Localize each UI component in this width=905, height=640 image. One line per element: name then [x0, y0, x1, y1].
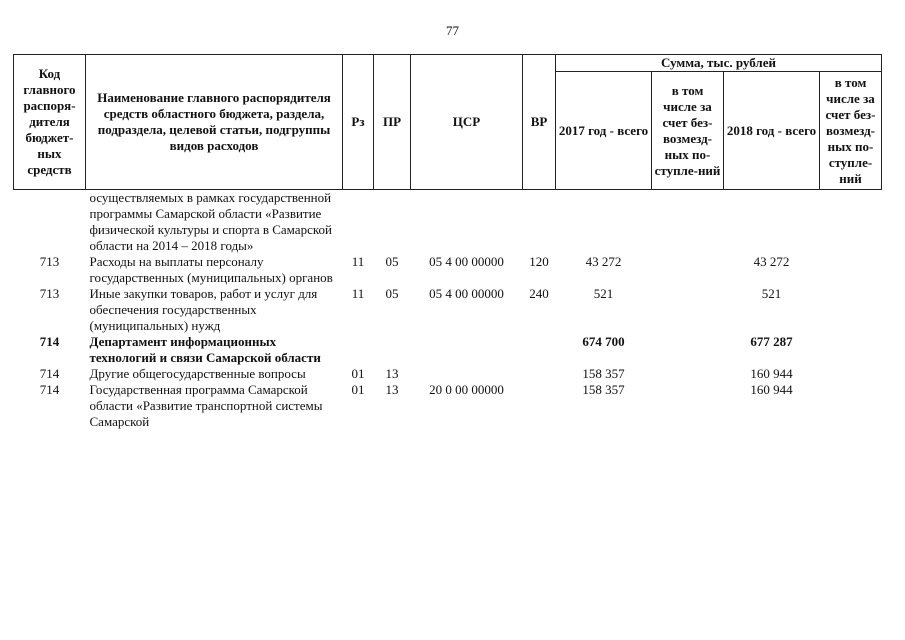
- cell-total-2018: 677 287: [750, 334, 793, 349]
- cell-rz: 11: [351, 254, 365, 269]
- cell-incl-2018: [820, 190, 882, 255]
- cell-total-2017: 158 357: [582, 366, 625, 381]
- cell-total-2017: [556, 190, 652, 255]
- header-csr: ЦСР: [411, 55, 523, 190]
- cell-incl-2018: [820, 334, 882, 366]
- cell-csr: 05 4 00 00000: [429, 254, 504, 269]
- cell-code: 714: [39, 366, 60, 381]
- table-header: [14, 55, 882, 190]
- cell-incl-2017: [652, 286, 724, 334]
- table-row: [14, 254, 882, 286]
- cell-rz: 01: [351, 366, 365, 381]
- cell-total-2017: 674 700: [582, 334, 625, 349]
- cell-rz: [343, 190, 374, 255]
- cell-name: Иные закупки товаров, работ и услуг для обеспечения государственных (муниципальных) нужд: [89, 286, 318, 333]
- table-row: [14, 382, 882, 430]
- cell-incl-2018: [820, 286, 882, 334]
- cell-name: осуществляемых в рамках государственной программы Самарской области «Развитие физической культуры и спорта в Самарской области на 2014 – 2018 годы»: [89, 190, 332, 253]
- header-sum-group: Сумма, тыс. рублей: [556, 55, 882, 72]
- header-rz: Рз: [343, 55, 374, 190]
- header-code: Код главного распоря-дителя бюджет-ных средств: [14, 55, 86, 190]
- cell-name: Расходы на выплаты персоналу государственных (муниципальных) органов: [89, 254, 333, 285]
- cell-total-2018: 43 272: [753, 254, 790, 269]
- cell-vr: [523, 366, 556, 382]
- cell-pr: 05: [385, 254, 399, 269]
- cell-incl-2018: [820, 382, 882, 430]
- cell-total-2017: 158 357: [582, 382, 625, 397]
- cell-incl-2017: [652, 366, 724, 382]
- cell-code: 713: [39, 286, 60, 301]
- cell-csr: [411, 366, 523, 382]
- cell-csr: [411, 334, 523, 366]
- cell-code: [14, 190, 86, 255]
- cell-total-2017: 43 272: [585, 254, 622, 269]
- cell-vr: 240: [529, 286, 549, 301]
- cell-pr: [374, 334, 411, 366]
- cell-incl-2017: [652, 382, 724, 430]
- cell-total-2018: 160 944: [750, 366, 793, 381]
- table-row: [14, 366, 882, 382]
- cell-total-2017: 521: [593, 286, 614, 301]
- header-name: Наименование главного распорядителя средств областного бюджета, раздела, подраздела, целевой статьи, подгруппы видов расходов: [86, 55, 343, 190]
- cell-code: 713: [39, 254, 60, 269]
- cell-incl-2017: [652, 334, 724, 366]
- header-total-2018: 2018 год - всего: [724, 72, 820, 190]
- cell-pr: 13: [385, 382, 399, 397]
- header-vr: ВР: [523, 55, 556, 190]
- table-row: [14, 190, 882, 255]
- cell-incl-2017: [652, 254, 724, 286]
- cell-vr: [523, 334, 556, 366]
- cell-rz: 01: [351, 382, 365, 397]
- header-total-2017: 2017 год - всего: [556, 72, 652, 190]
- cell-pr: [374, 190, 411, 255]
- cell-csr: 20 0 00 00000: [429, 382, 504, 397]
- cell-rz: [343, 334, 374, 366]
- cell-incl-2017: [652, 190, 724, 255]
- cell-rz: 11: [351, 286, 365, 301]
- cell-total-2018: [724, 190, 820, 255]
- header-pr: ПР: [374, 55, 411, 190]
- cell-total-2018: 521: [761, 286, 782, 301]
- table-row: [14, 286, 882, 334]
- cell-total-2018: 160 944: [750, 382, 793, 397]
- cell-csr: 05 4 00 00000: [429, 286, 504, 301]
- cell-vr: [523, 382, 556, 430]
- cell-incl-2018: [820, 254, 882, 286]
- cell-csr: [411, 190, 523, 255]
- header-incl-2017: в том числе за счет без-возмезд-ных по-ступле-ний: [652, 72, 724, 190]
- cell-name: Департамент информационных технологий и связи Самарской области: [89, 334, 321, 365]
- header-incl-2018: в том числе за счет без-возмезд-ных по-ступле-ний: [820, 72, 882, 190]
- cell-name: Другие общегосударственные вопросы: [89, 366, 306, 381]
- table-body: [14, 190, 882, 431]
- cell-pr: 13: [385, 366, 399, 381]
- cell-vr: [523, 190, 556, 255]
- cell-code: 714: [39, 334, 60, 349]
- page-number: 77: [446, 23, 459, 38]
- budget-table: [13, 54, 882, 430]
- cell-name: Государственная программа Самарской области «Развитие транспортной системы Самарской: [89, 382, 323, 429]
- table-row: [14, 334, 882, 366]
- cell-pr: 05: [385, 286, 399, 301]
- cell-code: 714: [39, 382, 60, 397]
- cell-vr: 120: [529, 254, 549, 269]
- cell-incl-2018: [820, 366, 882, 382]
